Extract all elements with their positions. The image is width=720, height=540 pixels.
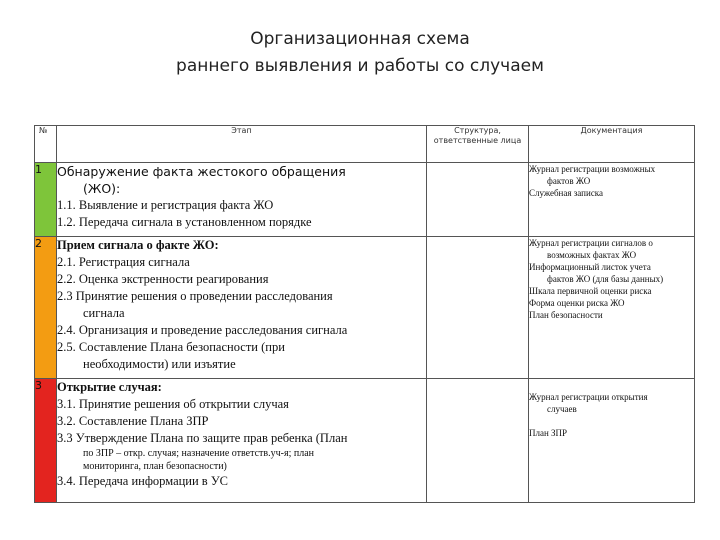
header-num: № [35, 126, 57, 163]
row-number-1: 1 [35, 163, 57, 237]
stage-item: 3.3 Утверждение Плана по защите прав ребенка (План [57, 431, 348, 445]
stage-item: 2.5. Составление Плана безопасности (при [57, 340, 285, 354]
stage-item-cont: сигнала [83, 306, 125, 320]
doc-item: случаев [547, 404, 577, 414]
stage-item-cont: мониторинга, план безопасности) [83, 461, 227, 472]
doc-item: Журнал регистрации возможных [529, 164, 656, 174]
stage-item: 2.3 Принятие решения о проведении расследования [57, 289, 333, 303]
stage-item: 1.1. Выявление и регистрация факта ЖО [57, 198, 274, 212]
stage-heading-cont: (ЖО): [83, 181, 121, 196]
stage-item: 3.4. Передача информации в УС [57, 474, 229, 488]
title-line-1: Организационная схема [250, 29, 470, 49]
header-stage: Этап [57, 126, 427, 163]
doc-item: Журнал регистрации открытия [529, 392, 648, 402]
doc-item: фактов ЖО (для базы данных) [547, 274, 664, 284]
responsible-cell-1 [427, 163, 529, 237]
stage-item: 1.2. Передача сигнала в установленном порядке [57, 215, 312, 229]
stage-heading: Обнаружение факта жестокого обращения [57, 164, 346, 179]
stage-cell-1 [57, 163, 427, 237]
scheme-table [34, 125, 695, 503]
responsible-cell-3 [427, 379, 529, 503]
doc-item: Шкала первичной оценки риска [529, 286, 652, 296]
docs-cell-2 [529, 237, 695, 379]
doc-item: фактов ЖО [547, 176, 591, 186]
doc-item: Информационный листок учета [529, 262, 651, 272]
doc-item: План безопасности [529, 310, 603, 320]
doc-item: Форма оценки риска ЖО [529, 298, 625, 308]
stage-heading: Открытие случая: [57, 380, 162, 394]
stage-item: 2.1. Регистрация сигнала [57, 255, 190, 269]
header-docs: Документация [529, 126, 695, 163]
doc-item: возможных фактах ЖО [547, 250, 637, 260]
responsible-cell-2 [427, 237, 529, 379]
table-row [35, 237, 695, 379]
stage-item-cont: необходимости) или изъятие [83, 357, 236, 371]
stage-heading: Прием сигнала о факте ЖО: [57, 238, 219, 252]
docs-cell-1 [529, 163, 695, 237]
stage-item: 2.2. Оценка экстренности реагирования [57, 272, 269, 286]
stage-item: 3.2. Составление Плана ЗПР [57, 414, 209, 428]
docs-cell-3 [529, 379, 695, 503]
stage-item: 2.4. Организация и проведение расследования сигнала [57, 323, 348, 337]
doc-item: Служебная записка [529, 188, 604, 198]
stage-item-cont: по ЗПР – откр. случая; назначение ответств.уч-я; план [83, 448, 314, 459]
stage-item: 3.1. Принятие решения об открытии случая [57, 397, 289, 411]
header-responsible: Структура, ответственные лица [427, 126, 529, 163]
doc-item: Журнал регистрации сигналов о [529, 238, 653, 248]
title-line-2: раннего выявления и работы со случаем [176, 56, 544, 76]
table-row [35, 379, 695, 503]
row-number-2: 2 [35, 237, 57, 379]
table-header-row [35, 126, 695, 163]
stage-cell-3 [57, 379, 427, 503]
table-row [35, 163, 695, 237]
row-number-3: 3 [35, 379, 57, 503]
doc-item: План ЗПР [529, 428, 568, 438]
page-title [0, 26, 720, 80]
stage-cell-2 [57, 237, 427, 379]
